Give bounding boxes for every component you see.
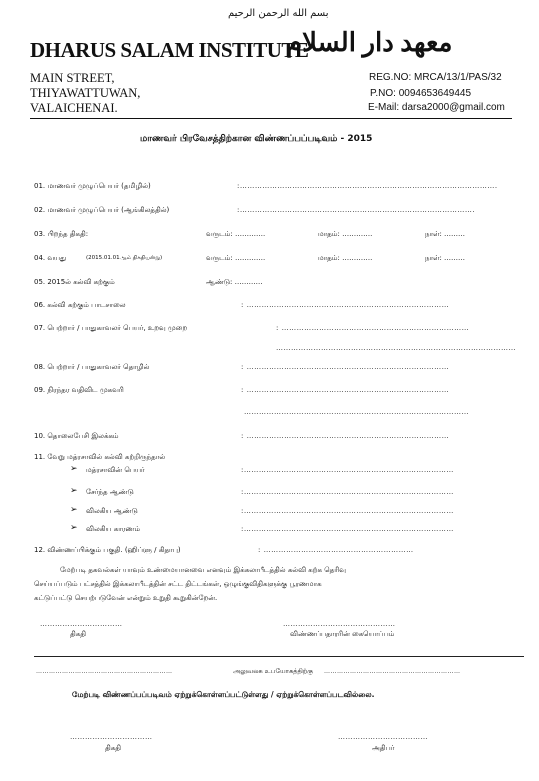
field-06-line[interactable]: : ……………………………………………………………………… bbox=[241, 301, 450, 309]
field-11-item-4: விலகிய காரணம் bbox=[86, 525, 141, 533]
arrow-bullet-icon: ➢ bbox=[70, 486, 78, 496]
field-11-line-3[interactable]: :………………………………………………………………………… bbox=[241, 507, 454, 515]
applicant-date-line[interactable]: …………………………… bbox=[40, 620, 123, 628]
applicant-signature-line[interactable]: ……………………………………… bbox=[283, 620, 396, 628]
field-07-line-2[interactable]: …………………………………………………………………………………… bbox=[276, 344, 516, 352]
field-12-label: 12. விண்ணப்பிக்கும் பகுதி. (ஹிப்ளு / கிதாபு) bbox=[34, 546, 181, 554]
office-divider bbox=[34, 656, 524, 657]
institute-name: DHARUS SALAM INSTITUTE bbox=[30, 38, 309, 62]
field-03-year[interactable]: வருடம்: …………. bbox=[206, 230, 266, 238]
field-09-label: 09. நிரந்தர வதிவிட முகவரி bbox=[34, 386, 124, 394]
office-dots-right: ……………………………………………………… bbox=[324, 668, 461, 675]
field-01-label: 01. மாணவர் முழுப்பெயர் (தமிழில்) bbox=[34, 182, 151, 190]
field-04-month[interactable]: மாதம்: …………. bbox=[318, 254, 373, 262]
field-04-label: 04. வயது bbox=[34, 254, 67, 262]
field-11-item-1: மத்ரசாவின் பெயர் bbox=[86, 466, 145, 474]
field-03-day[interactable]: நாள்: ……… bbox=[425, 230, 466, 238]
field-05-grade[interactable]: ஆண்டு: ………… bbox=[206, 278, 263, 286]
address-line-2: THIYAWATTUWAN, bbox=[30, 86, 141, 100]
field-11-item-2: சேர்ந்த ஆண்டு bbox=[86, 488, 134, 496]
arrow-bullet-icon: ➢ bbox=[70, 505, 78, 515]
arrow-bullet-icon: ➢ bbox=[70, 464, 78, 474]
declaration-line-1: மேற்படி தகவல்கள் யாவும் உண்மையானவை எனவும் இக்கலாபீடத்தில் கல்வி கற்க தெரிவு bbox=[60, 566, 346, 574]
field-05-label: 05. 2015ல் கல்வி கற்கும் bbox=[34, 278, 115, 286]
field-01-line[interactable]: :…………………………………………………………………………………………. bbox=[237, 182, 498, 190]
address-line-3: VALAICHENAI. bbox=[30, 101, 118, 115]
field-08-label: 08. பெற்றார் / பாதுகாவலர் தொழில் bbox=[34, 363, 150, 371]
decision-text: மேற்படி விண்ணப்பப்படிவம் ஏற்றுக்கொள்ளப்பட்டுள்ளது / ஏற்றுக்கொள்ளப்படவில்லை. bbox=[72, 690, 375, 699]
declaration-line-3: கட்டுப்பட்டு செயற்படுவேன் என்றும் உறுதி கூறுகின்றேன். bbox=[34, 594, 218, 602]
field-06-label: 06. கல்வி கற்கும் பாடசாலை bbox=[34, 301, 126, 309]
form-title: மாணவர் பிரவேசத்திற்கான விண்ணப்பப்படிவம் - 2015 bbox=[140, 134, 373, 144]
field-02-line[interactable]: :…………………………………………………………………………………. bbox=[237, 206, 476, 214]
field-10-line[interactable]: : ……………………………………………………………………… bbox=[241, 432, 450, 440]
address-line-1: MAIN STREET, bbox=[30, 71, 115, 85]
applicant-date-label: திகதி bbox=[70, 630, 86, 638]
principal-date-label: திகதி bbox=[105, 744, 121, 752]
field-11-line-2[interactable]: :………………………………………………………………………… bbox=[241, 488, 454, 496]
reg-number: REG.NO: MRCA/13/1/PAS/32 bbox=[369, 72, 502, 83]
field-09-line-2[interactable]: ……………………………………………………………………………… bbox=[244, 408, 469, 416]
field-04-day[interactable]: நாள்: ……… bbox=[425, 254, 466, 262]
bismillah-text: بسم الله الرحمن الرحيم bbox=[228, 8, 329, 19]
declaration-line-2: செய்யப்படும் பட்சத்தில் இக்கலாபீடத்தின் சட்ட திட்டங்கள், ஒழுங்குவிதிகளுக்கு பூரணமாக bbox=[34, 580, 322, 588]
field-12-line[interactable]: : …………………………………………………… bbox=[258, 546, 414, 554]
principal-date-line[interactable]: …………………………… bbox=[70, 733, 153, 741]
field-04-note: (2015.01.01ஆம் திகதியன்று) bbox=[86, 255, 163, 261]
principal-signature-label: அதிபர் bbox=[372, 744, 395, 752]
field-03-label: 03. பிறந்த திகதி: bbox=[34, 230, 89, 238]
header-divider bbox=[30, 118, 512, 119]
principal-signature-line[interactable]: ……………………………… bbox=[338, 733, 428, 741]
field-03-month[interactable]: மாதம்: …………. bbox=[318, 230, 373, 238]
office-use-label: அலுவலக உபயோகத்திற்கு bbox=[233, 667, 313, 675]
phone-number: P.NO: 0094653649445 bbox=[370, 88, 472, 99]
field-04-year[interactable]: வருடம்: …………. bbox=[206, 254, 266, 262]
field-09-line[interactable]: : ……………………………………………………………………… bbox=[241, 386, 450, 394]
arabic-name: معهد دار السلام bbox=[286, 28, 453, 57]
field-08-line[interactable]: : ……………………………………………………………………… bbox=[241, 363, 450, 371]
applicant-signature-label: விண்ணப்பதாரரின் கையொப்பம் bbox=[290, 630, 395, 638]
field-02-label: 02. மாணவர் முழுப்பெயர் (ஆங்கிலத்தில்) bbox=[34, 206, 170, 214]
arrow-bullet-icon: ➢ bbox=[70, 523, 78, 533]
field-11-line-4[interactable]: :………………………………………………………………………… bbox=[241, 525, 454, 533]
field-10-label: 10. தொலைபேசி இலக்கம் bbox=[34, 432, 119, 440]
field-11-line-1[interactable]: :………………………………………………………………………… bbox=[241, 466, 454, 474]
field-07-line[interactable]: : ………………………………………………………………… bbox=[276, 324, 470, 332]
email-address: E-Mail: darsa2000@gmail.com bbox=[368, 102, 505, 113]
field-11-item-3: விலகிய ஆண்டு bbox=[86, 507, 138, 515]
office-dots-left: ……………………………………………………… bbox=[36, 668, 173, 675]
field-07-label: 07. பெற்றார் / பாதுகாவலர் பெயர், உறவு முறை bbox=[34, 324, 188, 332]
field-11-label: 11. வேறு மத்ரசாவில் கல்வி கற்றிருந்தால் bbox=[34, 453, 166, 461]
